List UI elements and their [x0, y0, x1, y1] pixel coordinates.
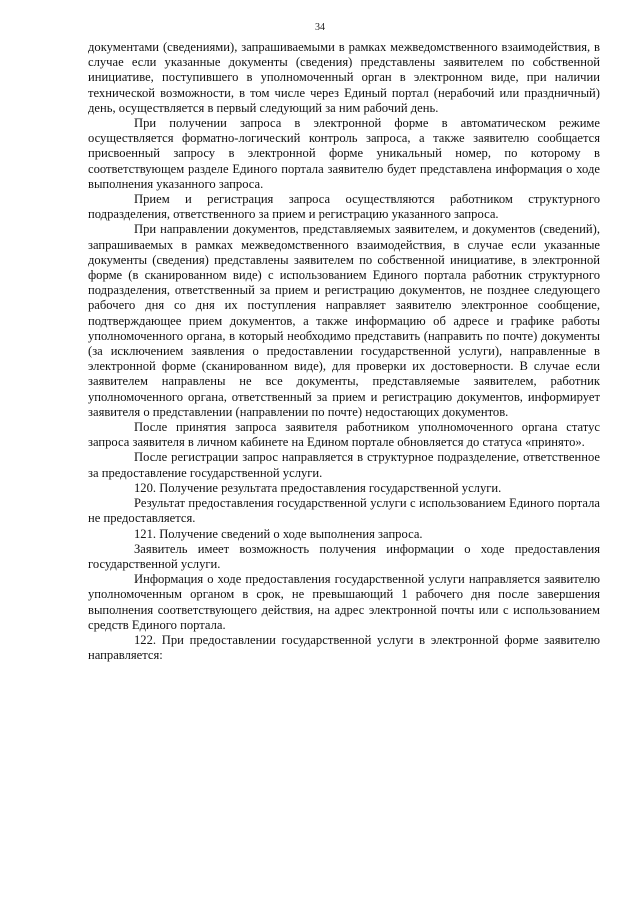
section-122-heading: 122. При предоставлении государственной услуги в электронной форме заявителю направляется: — [88, 632, 600, 663]
paragraph-documents-submission: При направлении документов, представляемых заявителем, и документов (сведений), запрашиваемых в рамках межведомственного взаимодействия, в случае если указанные документы (сведения) представлены заявителем по собственной инициативе, в электронной форме (в сканированном виде) с использованием Единого портала работник структурного подразделения, ответственный за прием и регистрацию документов, не позднее следующего рабочего дня со дня их поступления направляет заявителю электронное сообщение, подтверждающее прием документов, а также информацию об адресе и графике работы уполномоченного органа, в который необходимо представить (направить по почте) документы (за исключением заявления о предоставлении государственной услуги), направленные в электронной форме (сканированном виде), для проверки их достоверности. В случае если заявителем направлены не все документы, представляемые заявителем, работник уполномоченного органа, ответственный за прием и регистрацию документов, информирует заявителя о представлении (направлении по почте) недостающих документов. — [88, 222, 600, 419]
section-121-heading: 121. Получение сведений о ходе выполнения запроса. — [134, 526, 423, 541]
paragraph-result-not-provided: Результат предоставления государственной услуги с использованием Единого портала не предоставляется. — [88, 496, 600, 526]
page-body — [88, 40, 600, 663]
paragraph-continuation: документами (сведениями), запрашиваемыми в рамках межведомственного взаимодействия, в случае если указанные документы (сведения) представлены заявителем по собственной инициативе, поступившего в уполномоченный орган в электронном виде, при наличии технической возможности, в том числе через Единый портал (нерабочий или праздничный) день, осуществляется в первый следующий за ним рабочий день. — [88, 40, 600, 115]
paragraph-status-accepted: После принятия запроса заявителя работником уполномоченного органа статус запроса заявителя в личном кабинете на Едином портале обновляется до статуса «принято». — [88, 420, 600, 450]
paragraph-applicant-info: Заявитель имеет возможность получения информации о ходе предоставления государственной услуги. — [88, 541, 600, 571]
section-120-heading: 120. Получение результата предоставления государственной услуги. — [134, 480, 502, 495]
paragraph-reception-registration: Прием и регистрация запроса осуществляются работником структурного подразделения, ответственного за прием и регистрацию указанного запроса. — [88, 192, 600, 222]
paragraph-progress-info: Информация о ходе предоставления государственной услуги направляется заявителю уполномоченным органом в срок, не превышающий 1 рабочего дня после завершения выполнения соответствующего действия, на адрес электронной почты или с использованием средств Единого портала. — [88, 572, 600, 632]
paragraph-after-registration: После регистрации запрос направляется в структурное подразделение, ответственное за предоставление государственной услуги. — [88, 450, 600, 480]
page-number: 34 — [315, 22, 325, 33]
paragraph-format-control: При получении запроса в электронной форме в автоматическом режиме осуществляется форматно-логический контроль запроса, а также заявителю сообщается присвоенный запросу в электронной форме уникальный номер, по которому в соответствующем разделе Единого портала заявителю будет представлена информация о ходе выполнения указанного запроса. — [88, 116, 600, 191]
